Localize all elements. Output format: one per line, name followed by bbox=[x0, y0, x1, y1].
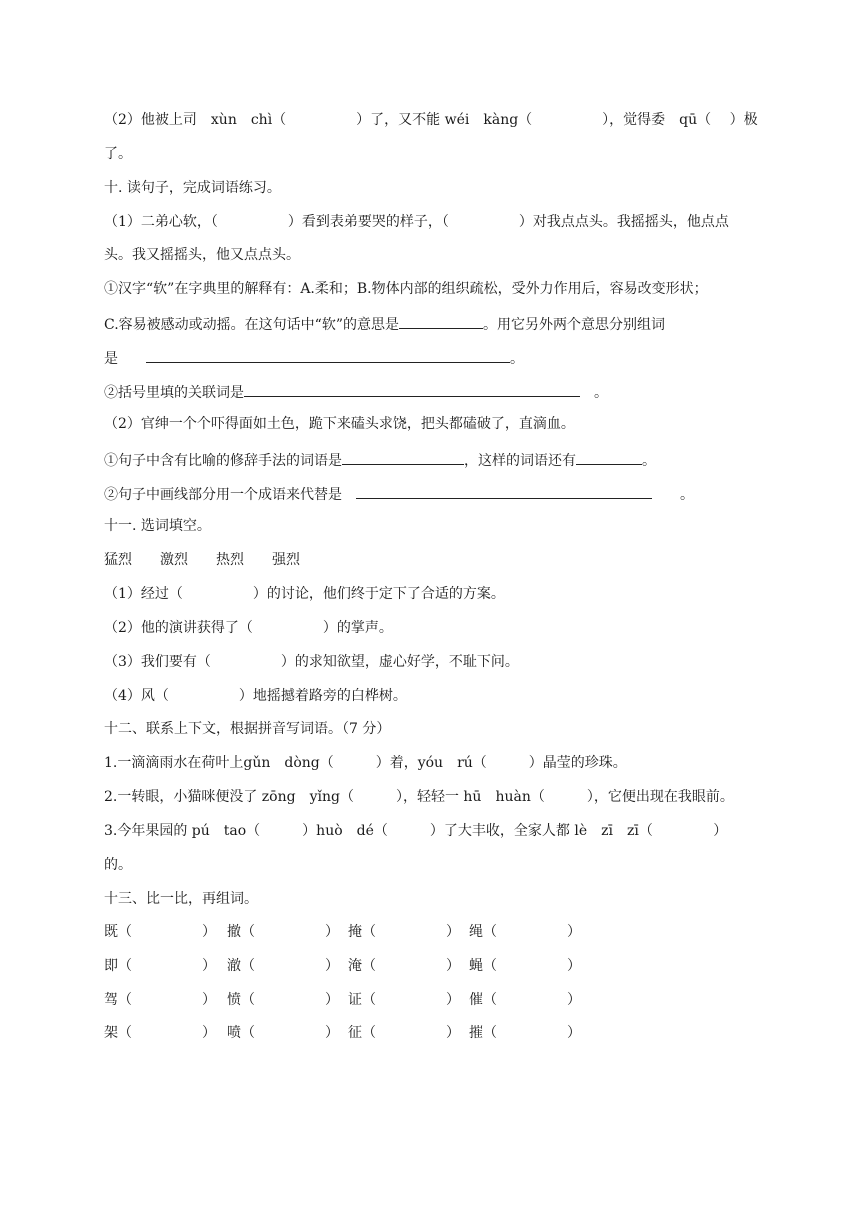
compare-item: 澈（ ） bbox=[227, 958, 339, 974]
q11-item-4: （4）风（ ）地摇撼着路旁的白桦树。 bbox=[104, 688, 407, 704]
compare-item: 架（ ） bbox=[104, 1025, 216, 1041]
compare-item: 愤（ ） bbox=[227, 992, 339, 1008]
section-11-title: 十一. 选词填空。 bbox=[104, 518, 211, 534]
q10-definition-line-1: ①汉字“软”在字典里的解释有：A.柔和；B.物体内部的组织疏松，受外力作用后，容易改变形状； bbox=[104, 281, 708, 297]
q10-conjunction-text: ②括号里填的关联词是 bbox=[104, 385, 244, 401]
section-12-title: 十二、联系上下文，根据拼音写词语。（7 分） bbox=[104, 721, 391, 737]
q10-idiom-text: ②句子中画线部分用一个成语来代替是 bbox=[104, 487, 356, 503]
q10-item-2-line-1: （2）官绅一个个吓得面如土色，跪下来磕头求饶，把头都磕破了，直滴血。 bbox=[104, 416, 575, 432]
q10-metaphor-text: ①句子中含有比喻的修辞手法的词语是 bbox=[104, 453, 342, 469]
q12-item-2: 2.一转眼，小猫咪便没了 zōng yǐng（ ），轻轻一 hū huàn（ ），它便出现在我眼前。 bbox=[104, 789, 734, 805]
answer-blank-similar-words[interactable] bbox=[576, 449, 642, 465]
q10-metaphor-mid: ，这样的词语还有 bbox=[464, 453, 576, 469]
q10-item-1-line-2: 头。我又摇摇头，他又点点头。 bbox=[104, 247, 300, 263]
q11-word-bank: 猛烈 激烈 热烈 强烈 bbox=[104, 552, 300, 568]
q12-item-3-line-2: 的。 bbox=[104, 857, 132, 873]
section-10-title: 十. 读句子，完成词语练习。 bbox=[104, 180, 281, 196]
compare-item: 驾（ ） bbox=[104, 992, 216, 1008]
compare-item: 掩（ ） bbox=[348, 924, 460, 940]
compare-item: 撤（ ） bbox=[227, 924, 339, 940]
compare-item: 摧（ ） bbox=[469, 1025, 581, 1041]
compare-item: 征（ ） bbox=[348, 1025, 460, 1041]
q12-item-3-line-1: 3.今年果园的 pú tao（ ）huò dé（ ）了大丰收，全家人都 lè zī zī（ ） bbox=[104, 823, 728, 839]
compare-item: 证（ ） bbox=[348, 992, 460, 1008]
answer-blank-word-groups[interactable] bbox=[146, 347, 510, 363]
answer-blank-meaning[interactable] bbox=[399, 313, 483, 329]
answer-blank-conjunction[interactable] bbox=[244, 381, 580, 397]
compare-item: 蝇（ ） bbox=[469, 958, 581, 974]
q10-answer-prefix: 是 bbox=[104, 351, 146, 367]
q10-answer-suffix: 。 bbox=[510, 351, 524, 367]
compare-item: 绳（ ） bbox=[469, 924, 581, 940]
compare-item: 喷（ ） bbox=[227, 1025, 339, 1041]
q10-conjunction-tail: 。 bbox=[580, 385, 608, 401]
q11-item-1: （1）经过（ ）的讨论，他们终于定下了合适的方案。 bbox=[104, 586, 505, 602]
q11-item-2: （2）他的演讲获得了（ ）的掌声。 bbox=[104, 620, 393, 636]
compare-item: 淹（ ） bbox=[348, 958, 460, 974]
q9-item-2-line-1: （2）他被上司 xùn chì（ ）了，又不能 wéi kàng（ ），觉得委 qū（ ）极 bbox=[104, 112, 758, 128]
q9-item-2-line-2: 了。 bbox=[104, 146, 132, 162]
q10-definition-line-3 bbox=[104, 347, 524, 369]
q12-item-1: 1.一滴滴雨水在荷叶上gǔn dòng（ ）着，yóu rú（ ）晶莹的珍珠。 bbox=[104, 755, 627, 771]
q10-definition-text: C.容易被感动或动摇。在这句话中“软”的意思是 bbox=[104, 317, 399, 333]
q10-item-1-line-1: （1）二弟心软，（ ）看到表弟要哭的样子，（ ）对我点点头。我摇摇头，他点点 bbox=[104, 214, 729, 230]
compare-item: 催（ ） bbox=[469, 992, 581, 1008]
q11-item-3: （3）我们要有（ ）的求知欲望，虚心好学，不耻下问。 bbox=[104, 654, 519, 670]
answer-blank-metaphor[interactable] bbox=[342, 449, 464, 465]
compare-item: 即（ ） bbox=[104, 958, 216, 974]
q10-definition-line-2 bbox=[104, 313, 665, 335]
q10-definition-tail: 。用它另外两个意思分别组词 bbox=[482, 317, 665, 333]
answer-blank-idiom[interactable] bbox=[356, 483, 652, 499]
q10-metaphor-line bbox=[104, 449, 656, 471]
q10-conjunction-line bbox=[104, 381, 608, 403]
section-13-title: 十三、比一比，再组词。 bbox=[104, 891, 258, 907]
compare-item: 既（ ） bbox=[104, 924, 216, 940]
q10-idiom-line bbox=[104, 483, 694, 505]
q10-idiom-tail: 。 bbox=[652, 487, 694, 503]
q10-metaphor-tail: 。 bbox=[642, 453, 656, 469]
